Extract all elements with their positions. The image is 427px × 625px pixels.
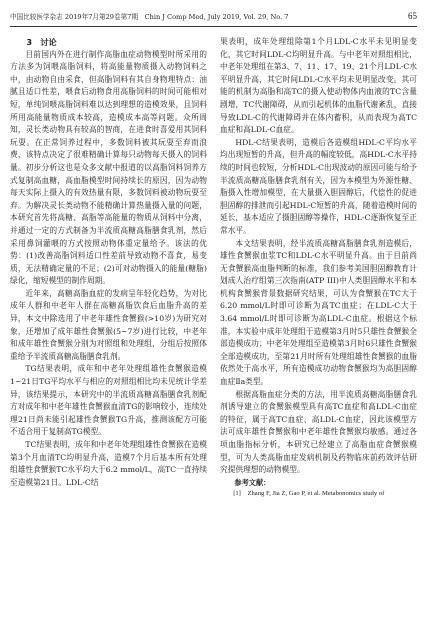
paragraph: TG结果表明，成年和中老年处理组雄性食蟹猴造模1~21日TG平均水平与相应的对照组相比均未见统计学差异，该结果提示，本研究中的半流质高糖高脂膳食乳剂配方对成年和中老年雄性食蟹猴血清TG的影响较小，连续处理21日尚未能引起雄性食蟹猴TG升高，推测该配方可能不适合用于复制高TG模型。	[10, 364, 207, 437]
paragraph: 本文结果表明，经半流质高糖高脂膳食乳剂造模后，雄性食蟹猴血浆TC和LDL-C水平明显升高。由于目前尚无食蟹猴高血脂判断的标准，我们参考美国胆固醇教育计划成人治疗组第三次指南(ATP III)中人类胆固醇水平和本机构食蟹猴背景数据研究结果，可认为食蟹猴在TC大于6.20 mmol/L时即可诊断为高TC血症；在LDL-C大于3.64 mmol/L时即可诊断为高LDL-C血症。根据这个标准，本实验中成年处理组于造模第3月时5只雄性食蟹猴全部造模成功；中老年处理组至造模第3月时6只雄性食蟹猴全部造模成功，至第21月时所有处理组雄性食蟹猴的血脂依然处于高水平，所有造模成功动物食蟹猴均为高胆固醇血症Ⅱa类型。	[220, 238, 417, 387]
paragraph: 近年来，高糖高脂血症的发病呈年轻化趋势，为对比成年人群和中老年人群在高糖高脂饮食后血脂升高的差异，本文中除选用了中老年雄性食蟹猴(>10岁)为研究对象，还增加了成年雄性食蟹猴(5~7岁)进行比较，中老年和成年雄性食蟹猴分别为对照组和处理组，分组后按照体重给予半流质高糖高脂膳食乳剂。	[10, 288, 207, 361]
running-header	[10, 7, 417, 25]
left-column	[10, 36, 207, 489]
journal-citation: 中国比较医学杂志 2019年7月第29卷第7期 Chin J Comp Med, July 2019, Vol. 29, No. 7	[10, 13, 289, 21]
paragraph: 目前国内外在进行制作高脂血症动物模型时所采用的方法多为饲喂高脂饲料，将高能量物质摄入动物饲料之中，由动物自由采食，但高脂饲料有其自身物理特点：油腻且适口性差，喂食后动物食用高脂饲料的时间可能相对短，单纯饲喂高脂饲料难以达到理想的造模效果，且饲料所用高能量物质成本较高，造模成本高等问题。众所周知，灵长类动物具有较高的智商，在进食时喜爱用其饲料玩耍。在正常饲养过程中，多数饲料被其玩耍至弃而浪费，该特点决定了很难精确计算每只动物每天摄入的饲料量。初步分析这也是众多文献中报道的以高脂饲料饲养方式复制高血糖，高血脂模型时间持续长的原因，因为动物每天实际上摄入的有效热量有限，多数饲料被动物玩耍至弃。为解决灵长类动物不能精确计算热量摄入量的问题，本研究首先将高糖、高脂等高能量的物质从饲料中分离，并通过一定的方式制备为半流质高糖高脂膳食乳剂，然后采用鼻饲灌喂的方式按照动物体重定量给予。该法的优势：(1)改善高脂饲料适口性差前导致动物不喜食，易变质，无法精确定量的不足；(2)可对动物摄入的能量(糖脂)绿化，缩短模型的制作周期。	[10, 49, 207, 286]
paragraph: TC结果表明，成年和中老年处理组雄性食蟹猴在造模第3个月血清TC均明显升高，造模7个月后基本所有处理组雄性食蟹猴TC水平均大于6.2 mmol/L，高TC一直持续至造模第21日。LDL-C结	[10, 440, 207, 487]
page-number: 65	[408, 11, 417, 21]
right-column	[220, 36, 417, 499]
paragraph: 根据高脂血症分类的方法，用半流质高糖高脂膳食乳剂诱导建立的食蟹猴模型具有高TC血症和高LDL-C血症的特征，属于高TC血症、高LDL-C血症，因此该模型方法可成年雄性食蟹猴和中老年雄性食蟹猴均敏感。通过各项血脂指标分析，本研究已经建立了高脂血症食蟹猴模型，可为人类高脂血症发病机制及药物临床前药效评估研究提供理想的动物模型。	[220, 389, 417, 475]
section-heading: 3 讨论	[26, 37, 57, 47]
paragraph: 果表明，成年处理组除第1个月LDL-C水平未见明显变化，其它时间LDL-C均明显升高。与中老年对照组相比，中老年处理组在第3、7、11、17、19、21个月LDL-C水平明显升高，其它时间LDL-C水平均未见明显改变。其可能的机制为高脂和高TC的摄入使动物体内血液的TC含量剧增，TC代谢障碍，从而引起机体的血脂代谢紊乱，直接导致LDL-C的代谢障碍并在体内蓄积，从而表现为高TC血症和高LDL-C血症。	[220, 37, 417, 135]
references-heading: 参考文献：	[234, 477, 271, 487]
reference-entry: [1] Zhang F, Jia Z, Gao P, et al. Metabonomics study of	[233, 490, 385, 498]
header-rule	[10, 26, 417, 27]
paragraph: HDL-C结果表明，造模后各造模组HDL-C平均水平均出现短暂的升高，但升高的幅度较低，高HDL-C水平持续的时间也较短，分析HDL-C出现波动的原因可能与给予半流质高糖高脂膳食乳剂有关，因为本模型为外源性糖、脂摄入性增加模型，在大量摄入胆固醇后，代偿性的促进胆固醇的排泄而引起HDL-C短暂的升高，随着造模时间的延长，基本适应了摄胆固醇等操作，HDL-C逐渐恢复至正常水平。	[220, 137, 417, 235]
